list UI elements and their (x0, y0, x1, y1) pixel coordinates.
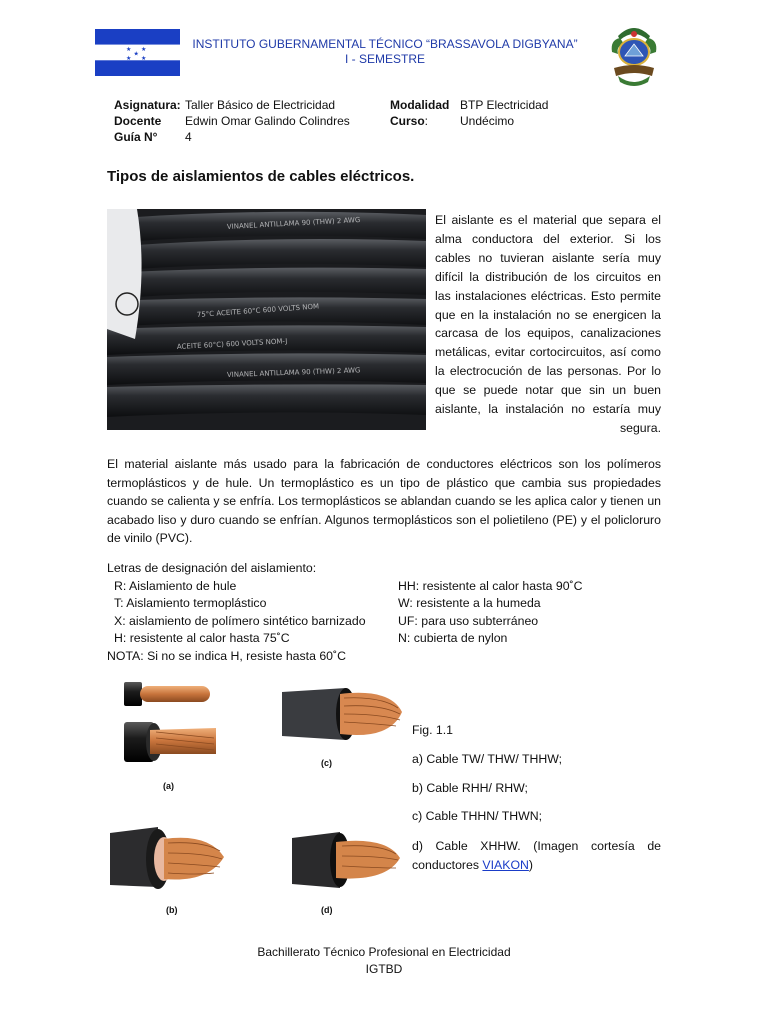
coat-of-arms-emblem (608, 22, 660, 88)
figure-caption: Fig. 1.1 (412, 723, 454, 737)
figure-item-d-text: d) Cable XHHW. (Imagen cortesía de conductores (412, 839, 661, 872)
svg-text:★: ★ (133, 50, 139, 58)
figure-item-d (412, 837, 661, 875)
modalidad-label: Modalidad (390, 98, 450, 112)
cable-image-c (280, 684, 404, 746)
figure-item-d-end: ) (528, 858, 533, 872)
section-title: Tipos de aislamientos de cables eléctricos. (107, 168, 415, 185)
thermoplastic-paragraph: El material aislante más usado para la fabricación de conductores eléctricos son los polímeros termoplásticos y de hule. Un termoplástico es un tipo de plástico que cambia sus propiedades cuando se calienta y se enfría. Los termoplásticos se ablandan cuando se les aplica calor y tienen un acabado liso y duro cuando se enfrían. Algunos termoplásticos son el polietileno (PE) y el policloruro de vinilo (PVC). (107, 457, 661, 546)
svg-text:★: ★ (141, 46, 147, 53)
docente-label: Docente (114, 114, 162, 128)
asignatura-value: Taller Básico de Electricidad (185, 98, 336, 112)
asignatura-label: Asignatura: (114, 98, 181, 112)
curso-value: Undécimo (460, 114, 515, 128)
viakon-link[interactable]: VIAKON (482, 858, 529, 872)
cable-image-d (290, 830, 402, 890)
designation-heading: Letras de designación del aislamiento: (107, 561, 317, 575)
institute-name: INSTITUTO GUBERNAMENTAL TÉCNICO “BRASSAVOLA DIGBYANA” (192, 37, 578, 51)
designation-item: N: cubierta de nylon (398, 631, 508, 645)
figure-label-b: (b) (166, 905, 178, 915)
footer-program: Bachillerato Técnico Profesional en Electricidad (257, 945, 511, 959)
cable-image-b (108, 825, 226, 893)
designation-item: X: aislamiento de polímero sintético barnizado (114, 613, 366, 628)
designation-item: H: resistente al calor hasta 75˚C (114, 631, 290, 645)
designation-item: UF: para uso subterráneo (398, 613, 539, 628)
curso-label: Curso (390, 114, 425, 128)
modalidad-curso-values (460, 97, 548, 129)
svg-text:VINANEL ANTILLAMA 90 (THW) 2 A: VINANEL ANTILLAMA 90 (THW) 2 AWG (226, 216, 361, 231)
guia-label: Guía N° (114, 130, 158, 144)
svg-text:★: ★ (126, 55, 132, 62)
semester-label: I - SEMESTRE (344, 52, 425, 66)
figure-label-d: (d) (321, 905, 333, 915)
figure-label-c: (c) (321, 758, 332, 768)
honduras-flag (95, 29, 180, 76)
figure-item-c: c) Cable THHN/ THWN; (412, 809, 543, 823)
footer (184, 944, 584, 978)
svg-text:ACEITE 60°C) 600 VOLTS NOM-J: ACEITE 60°C) 600 VOLTS NOM-J (176, 337, 288, 351)
course-info-values (185, 97, 350, 145)
svg-text:75°C ACEITE 60°C 600 VOLTS NOM: 75°C ACEITE 60°C 600 VOLTS NOM (196, 302, 320, 319)
course-info-labels (114, 97, 181, 145)
designation-letters-left (107, 560, 407, 665)
designation-item: HH: resistente al calor hasta 90˚C (398, 578, 583, 593)
svg-text:★: ★ (126, 46, 132, 53)
designation-letters-right (398, 578, 658, 648)
curso-colon: : (424, 114, 429, 128)
svg-text:VINANEL ANTILLAMA 90 (THW) 2 A: VINANEL ANTILLAMA 90 (THW) 2 AWG (226, 366, 361, 379)
designation-item: W: resistente a la humeda (398, 596, 541, 610)
footer-school: IGTBD (365, 962, 403, 976)
insulation-intro-paragraph: El aislante es el material que separa el alma conductora del exterior. Si los cables no tuvieran aislante sería muy difícil la distribución de los circuitos en las instalaciones eléctricas. Esto permite que en la instalación no se energicen la carcasa de los equipos, canalizaciones metálicas, evitar cortocircuitos, así como la electrocución de las personas. Por lo que se puede notar que sin un buen aislante, la instalación no estaría muy segura. (435, 213, 661, 435)
guia-value: 4 (185, 130, 192, 144)
modalidad-value: BTP Electricidad (460, 98, 549, 112)
figure-item-b: b) Cable RHH/ RHW; (412, 781, 528, 795)
figure-item-a: a) Cable TW/ THW/ THHW; (412, 752, 563, 766)
institute-header (180, 37, 590, 67)
svg-text:★: ★ (141, 55, 147, 62)
designation-item: T: Aislamiento termoplástico (114, 596, 267, 610)
designation-note: NOTA: Si no se indica H, resiste hasta 60˚C (107, 648, 346, 663)
cable-image-a (120, 678, 220, 770)
cables-photo (107, 209, 426, 430)
docente-value: Edwin Omar Galindo Colindres (185, 114, 350, 128)
designation-item: R: Aislamiento de hule (114, 578, 237, 593)
modalidad-curso-labels (390, 97, 449, 129)
figure-label-a: (a) (163, 781, 174, 791)
